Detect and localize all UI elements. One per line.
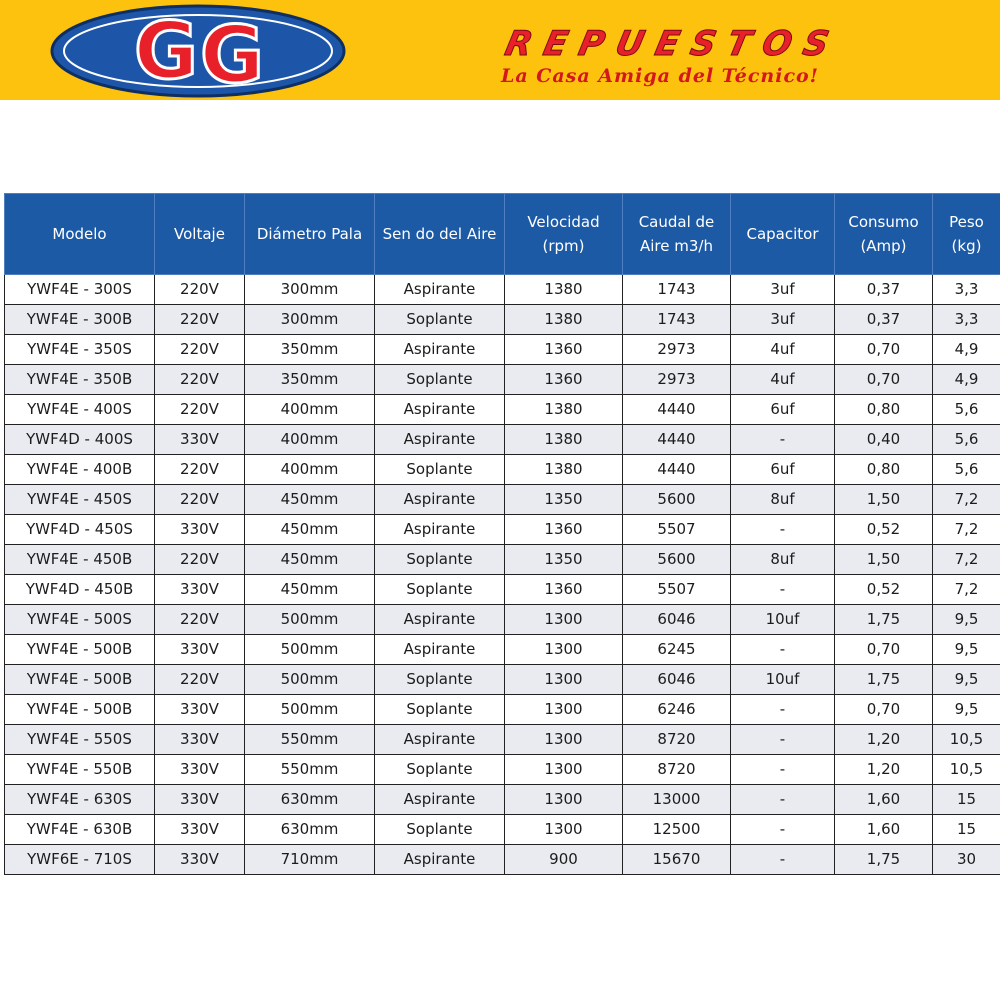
cell-peso: 7,2 bbox=[933, 515, 1000, 545]
cell-velocidad: 1360 bbox=[505, 515, 623, 545]
cell-diametro: 350mm bbox=[245, 335, 375, 365]
cell-velocidad: 1300 bbox=[505, 725, 623, 755]
cell-consumo: 0,70 bbox=[835, 365, 933, 395]
cell-velocidad: 1380 bbox=[505, 305, 623, 335]
cell-voltaje: 330V bbox=[155, 755, 245, 785]
cell-caudal: 4440 bbox=[623, 395, 731, 425]
cell-caudal: 5600 bbox=[623, 545, 731, 575]
brand-slogan: La Casa Amiga del Técnico! bbox=[500, 65, 820, 87]
cell-capacitor: 4uf bbox=[731, 335, 835, 365]
cell-voltaje: 330V bbox=[155, 425, 245, 455]
cell-velocidad: 1380 bbox=[505, 425, 623, 455]
table-row bbox=[5, 275, 1000, 305]
cell-peso: 5,6 bbox=[933, 395, 1000, 425]
cell-velocidad: 1380 bbox=[505, 275, 623, 305]
cell-caudal: 6245 bbox=[623, 635, 731, 665]
cell-capacitor: - bbox=[731, 815, 835, 845]
cell-modelo: YWF4D - 450B bbox=[5, 575, 155, 605]
cell-capacitor: - bbox=[731, 725, 835, 755]
table-row bbox=[5, 755, 1000, 785]
col-header-capacitor: Capacitor bbox=[731, 194, 835, 275]
cell-capacitor: - bbox=[731, 635, 835, 665]
table-row bbox=[5, 785, 1000, 815]
table-row bbox=[5, 365, 1000, 395]
cell-modelo: YWF4E - 630S bbox=[5, 785, 155, 815]
cell-capacitor: - bbox=[731, 785, 835, 815]
cell-caudal: 8720 bbox=[623, 725, 731, 755]
cell-capacitor: 10uf bbox=[731, 665, 835, 695]
cell-capacitor: 10uf bbox=[731, 605, 835, 635]
cell-voltaje: 220V bbox=[155, 665, 245, 695]
cell-sentido: Aspirante bbox=[375, 515, 505, 545]
cell-capacitor: 8uf bbox=[731, 545, 835, 575]
cell-diametro: 400mm bbox=[245, 395, 375, 425]
table-row bbox=[5, 725, 1000, 755]
cell-voltaje: 220V bbox=[155, 365, 245, 395]
cell-sentido: Aspirante bbox=[375, 485, 505, 515]
cell-capacitor: 4uf bbox=[731, 365, 835, 395]
cell-voltaje: 330V bbox=[155, 815, 245, 845]
cell-velocidad: 900 bbox=[505, 845, 623, 875]
col-header-voltaje: Voltaje bbox=[155, 194, 245, 275]
cell-voltaje: 330V bbox=[155, 515, 245, 545]
cell-consumo: 1,60 bbox=[835, 815, 933, 845]
col-header-velocidad: Velocidad (rpm) bbox=[505, 194, 623, 275]
cell-velocidad: 1360 bbox=[505, 365, 623, 395]
cell-caudal: 6046 bbox=[623, 665, 731, 695]
cell-sentido: Aspirante bbox=[375, 725, 505, 755]
table-row bbox=[5, 845, 1000, 875]
cell-diametro: 300mm bbox=[245, 305, 375, 335]
cell-velocidad: 1300 bbox=[505, 755, 623, 785]
cell-peso: 30 bbox=[933, 845, 1000, 875]
cell-caudal: 1743 bbox=[623, 275, 731, 305]
cell-sentido: Aspirante bbox=[375, 785, 505, 815]
header-banner bbox=[0, 0, 1000, 100]
table-row bbox=[5, 335, 1000, 365]
gg-logo bbox=[48, 2, 348, 100]
cell-velocidad: 1380 bbox=[505, 395, 623, 425]
cell-diametro: 630mm bbox=[245, 815, 375, 845]
cell-diametro: 400mm bbox=[245, 425, 375, 455]
cell-sentido: Soplante bbox=[375, 545, 505, 575]
cell-peso: 9,5 bbox=[933, 635, 1000, 665]
cell-consumo: 0,40 bbox=[835, 425, 933, 455]
cell-consumo: 1,50 bbox=[835, 485, 933, 515]
cell-velocidad: 1300 bbox=[505, 815, 623, 845]
cell-peso: 7,2 bbox=[933, 545, 1000, 575]
cell-sentido: Soplante bbox=[375, 815, 505, 845]
cell-caudal: 4440 bbox=[623, 455, 731, 485]
cell-diametro: 350mm bbox=[245, 365, 375, 395]
cell-capacitor: 6uf bbox=[731, 395, 835, 425]
cell-consumo: 1,20 bbox=[835, 725, 933, 755]
cell-peso: 7,2 bbox=[933, 485, 1000, 515]
cell-sentido: Aspirante bbox=[375, 635, 505, 665]
cell-peso: 7,2 bbox=[933, 575, 1000, 605]
cell-voltaje: 220V bbox=[155, 485, 245, 515]
col-header-peso: Peso (kg) bbox=[933, 194, 1000, 275]
table-row bbox=[5, 395, 1000, 425]
cell-velocidad: 1380 bbox=[505, 455, 623, 485]
cell-caudal: 1743 bbox=[623, 305, 731, 335]
table-row bbox=[5, 665, 1000, 695]
cell-voltaje: 330V bbox=[155, 785, 245, 815]
cell-modelo: YWF4E - 500B bbox=[5, 635, 155, 665]
cell-capacitor: - bbox=[731, 755, 835, 785]
cell-consumo: 1,75 bbox=[835, 845, 933, 875]
cell-modelo: YWF4E - 500S bbox=[5, 605, 155, 635]
cell-consumo: 0,70 bbox=[835, 695, 933, 725]
cell-peso: 9,5 bbox=[933, 665, 1000, 695]
cell-peso: 4,9 bbox=[933, 335, 1000, 365]
cell-peso: 9,5 bbox=[933, 695, 1000, 725]
cell-diametro: 550mm bbox=[245, 755, 375, 785]
cell-modelo: YWF4E - 350S bbox=[5, 335, 155, 365]
cell-consumo: 0,37 bbox=[835, 305, 933, 335]
cell-sentido: Aspirante bbox=[375, 425, 505, 455]
cell-caudal: 12500 bbox=[623, 815, 731, 845]
cell-diametro: 500mm bbox=[245, 635, 375, 665]
cell-caudal: 8720 bbox=[623, 755, 731, 785]
cell-voltaje: 330V bbox=[155, 725, 245, 755]
cell-modelo: YWF4E - 450B bbox=[5, 545, 155, 575]
cell-sentido: Soplante bbox=[375, 305, 505, 335]
fan-specs-table bbox=[4, 193, 1000, 875]
cell-consumo: 1,75 bbox=[835, 665, 933, 695]
table-row bbox=[5, 575, 1000, 605]
table-row bbox=[5, 305, 1000, 335]
brand-title: REPUESTOS bbox=[501, 24, 845, 64]
cell-peso: 15 bbox=[933, 815, 1000, 845]
cell-caudal: 2973 bbox=[623, 335, 731, 365]
cell-capacitor: - bbox=[731, 575, 835, 605]
cell-voltaje: 220V bbox=[155, 455, 245, 485]
cell-voltaje: 330V bbox=[155, 575, 245, 605]
cell-consumo: 0,70 bbox=[835, 335, 933, 365]
cell-caudal: 5507 bbox=[623, 515, 731, 545]
cell-voltaje: 330V bbox=[155, 845, 245, 875]
cell-sentido: Aspirante bbox=[375, 335, 505, 365]
cell-capacitor: 3uf bbox=[731, 305, 835, 335]
cell-velocidad: 1350 bbox=[505, 545, 623, 575]
cell-consumo: 1,20 bbox=[835, 755, 933, 785]
col-header-caudal: Caudal de Aire m3/h bbox=[623, 194, 731, 275]
cell-voltaje: 220V bbox=[155, 275, 245, 305]
cell-capacitor: - bbox=[731, 515, 835, 545]
cell-diametro: 500mm bbox=[245, 695, 375, 725]
cell-capacitor: - bbox=[731, 695, 835, 725]
table-row bbox=[5, 695, 1000, 725]
cell-modelo: YWF4E - 400S bbox=[5, 395, 155, 425]
cell-voltaje: 220V bbox=[155, 335, 245, 365]
svg-text:G: G bbox=[200, 11, 265, 100]
col-header-modelo: Modelo bbox=[5, 194, 155, 275]
cell-velocidad: 1300 bbox=[505, 665, 623, 695]
cell-modelo: YWF4E - 400B bbox=[5, 455, 155, 485]
cell-sentido: Soplante bbox=[375, 695, 505, 725]
cell-consumo: 1,60 bbox=[835, 785, 933, 815]
table-row bbox=[5, 485, 1000, 515]
col-header-sentido: Sen do del Aire bbox=[375, 194, 505, 275]
cell-modelo: YWF4D - 450S bbox=[5, 515, 155, 545]
cell-velocidad: 1300 bbox=[505, 695, 623, 725]
cell-caudal: 5507 bbox=[623, 575, 731, 605]
cell-peso: 5,6 bbox=[933, 455, 1000, 485]
cell-modelo: YWF4E - 500B bbox=[5, 665, 155, 695]
cell-diametro: 450mm bbox=[245, 575, 375, 605]
col-header-diametro: Diámetro Pala bbox=[245, 194, 375, 275]
cell-voltaje: 220V bbox=[155, 545, 245, 575]
cell-diametro: 550mm bbox=[245, 725, 375, 755]
cell-peso: 15 bbox=[933, 785, 1000, 815]
cell-velocidad: 1300 bbox=[505, 785, 623, 815]
cell-modelo: YWF4E - 300B bbox=[5, 305, 155, 335]
cell-diametro: 500mm bbox=[245, 605, 375, 635]
cell-caudal: 13000 bbox=[623, 785, 731, 815]
cell-caudal: 6046 bbox=[623, 605, 731, 635]
table-row bbox=[5, 515, 1000, 545]
cell-diametro: 500mm bbox=[245, 665, 375, 695]
cell-caudal: 5600 bbox=[623, 485, 731, 515]
cell-peso: 10,5 bbox=[933, 725, 1000, 755]
cell-diametro: 450mm bbox=[245, 515, 375, 545]
cell-caudal: 15670 bbox=[623, 845, 731, 875]
cell-diametro: 710mm bbox=[245, 845, 375, 875]
cell-sentido: Aspirante bbox=[375, 275, 505, 305]
cell-peso: 9,5 bbox=[933, 605, 1000, 635]
cell-velocidad: 1360 bbox=[505, 575, 623, 605]
cell-voltaje: 220V bbox=[155, 395, 245, 425]
table-row bbox=[5, 605, 1000, 635]
cell-diametro: 400mm bbox=[245, 455, 375, 485]
cell-sentido: Aspirante bbox=[375, 845, 505, 875]
cell-capacitor: - bbox=[731, 425, 835, 455]
cell-peso: 3,3 bbox=[933, 275, 1000, 305]
cell-consumo: 0,80 bbox=[835, 395, 933, 425]
cell-caudal: 2973 bbox=[623, 365, 731, 395]
cell-caudal: 4440 bbox=[623, 425, 731, 455]
cell-consumo: 1,50 bbox=[835, 545, 933, 575]
cell-voltaje: 220V bbox=[155, 305, 245, 335]
cell-peso: 3,3 bbox=[933, 305, 1000, 335]
cell-capacitor: 6uf bbox=[731, 455, 835, 485]
cell-modelo: YWF4E - 630B bbox=[5, 815, 155, 845]
cell-capacitor: - bbox=[731, 845, 835, 875]
cell-diametro: 450mm bbox=[245, 485, 375, 515]
cell-modelo: YWF4E - 450S bbox=[5, 485, 155, 515]
cell-sentido: Soplante bbox=[375, 365, 505, 395]
cell-diametro: 450mm bbox=[245, 545, 375, 575]
cell-modelo: YWF6E - 710S bbox=[5, 845, 155, 875]
cell-velocidad: 1360 bbox=[505, 335, 623, 365]
cell-capacitor: 3uf bbox=[731, 275, 835, 305]
cell-sentido: Soplante bbox=[375, 455, 505, 485]
cell-modelo: YWF4E - 300S bbox=[5, 275, 155, 305]
cell-velocidad: 1350 bbox=[505, 485, 623, 515]
col-header-consumo: Consumo (Amp) bbox=[835, 194, 933, 275]
cell-peso: 10,5 bbox=[933, 755, 1000, 785]
cell-voltaje: 330V bbox=[155, 635, 245, 665]
cell-consumo: 0,37 bbox=[835, 275, 933, 305]
cell-peso: 5,6 bbox=[933, 425, 1000, 455]
cell-sentido: Soplante bbox=[375, 665, 505, 695]
cell-velocidad: 1300 bbox=[505, 635, 623, 665]
cell-sentido: Aspirante bbox=[375, 395, 505, 425]
cell-voltaje: 330V bbox=[155, 695, 245, 725]
svg-text:G: G bbox=[134, 7, 199, 97]
cell-modelo: YWF4E - 350B bbox=[5, 365, 155, 395]
cell-velocidad: 1300 bbox=[505, 605, 623, 635]
cell-consumo: 1,75 bbox=[835, 605, 933, 635]
cell-caudal: 6246 bbox=[623, 695, 731, 725]
cell-consumo: 0,80 bbox=[835, 455, 933, 485]
table-row bbox=[5, 455, 1000, 485]
table-row bbox=[5, 815, 1000, 845]
cell-modelo: YWF4E - 550B bbox=[5, 755, 155, 785]
cell-diametro: 300mm bbox=[245, 275, 375, 305]
table-header-row bbox=[5, 194, 1000, 275]
cell-voltaje: 220V bbox=[155, 605, 245, 635]
cell-capacitor: 8uf bbox=[731, 485, 835, 515]
table-row bbox=[5, 425, 1000, 455]
cell-consumo: 0,52 bbox=[835, 515, 933, 545]
cell-modelo: YWF4E - 500B bbox=[5, 695, 155, 725]
cell-consumo: 0,70 bbox=[835, 635, 933, 665]
cell-peso: 4,9 bbox=[933, 365, 1000, 395]
cell-sentido: Soplante bbox=[375, 755, 505, 785]
cell-sentido: Soplante bbox=[375, 575, 505, 605]
table-row bbox=[5, 545, 1000, 575]
cell-modelo: YWF4D - 400S bbox=[5, 425, 155, 455]
cell-consumo: 0,52 bbox=[835, 575, 933, 605]
cell-modelo: YWF4E - 550S bbox=[5, 725, 155, 755]
cell-sentido: Aspirante bbox=[375, 605, 505, 635]
table-row bbox=[5, 635, 1000, 665]
cell-diametro: 630mm bbox=[245, 785, 375, 815]
